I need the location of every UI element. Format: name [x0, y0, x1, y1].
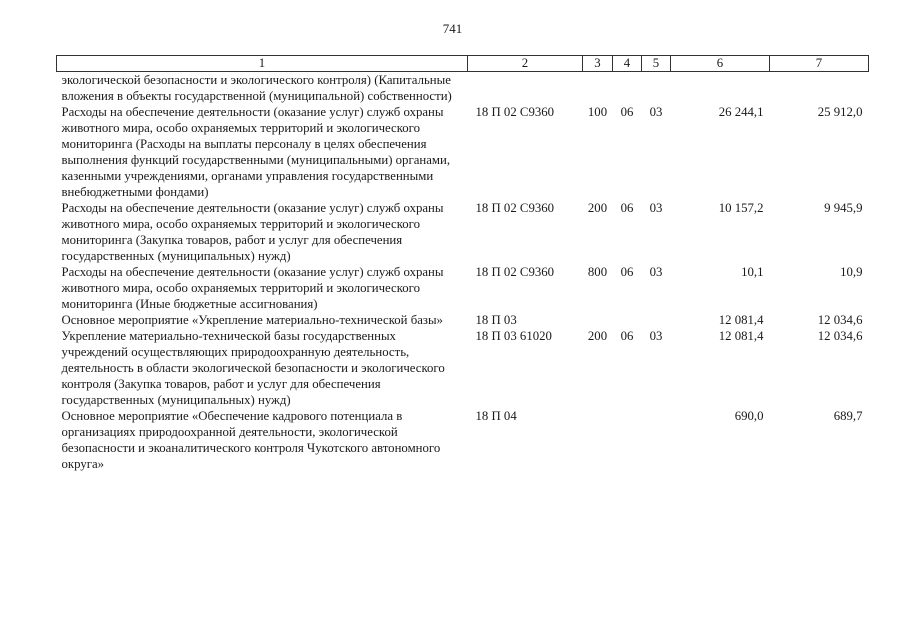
row-amount-2: 25 912,0 — [817, 105, 863, 119]
table-row — [57, 104, 869, 200]
table-row — [57, 328, 869, 408]
row-amount-2: 9 945,9 — [824, 201, 863, 215]
row-pr — [642, 408, 671, 472]
row-pr: 03 — [649, 201, 663, 215]
row-code: 18 П 02 С9360 — [475, 105, 555, 119]
row-pr — [642, 72, 671, 105]
row-amount-1: 10,1 — [741, 265, 764, 279]
row-rz — [613, 408, 642, 472]
row-name: экологической безопасности и экологического контроля) (Капитальные вложения в объекты государственной (муниципальной) собственности) — [61, 73, 452, 103]
row-amount-2: 12 034,6 — [817, 329, 863, 343]
page-number: 741 — [442, 21, 463, 36]
row-vr: 800 — [587, 265, 608, 279]
row-name: Основное мероприятие «Обеспечение кадрового потенциала в организациях природоохранной деятельности, экологической безопасности и экоаналитического контроля Чукотского автономного округа» — [61, 409, 441, 471]
row-vr — [583, 312, 613, 328]
table-row — [57, 408, 869, 472]
row-rz: 06 — [620, 105, 634, 119]
row-amount-2: 12 034,6 — [817, 313, 863, 327]
row-pr — [642, 312, 671, 328]
column-header-code: 2 — [468, 56, 583, 72]
row-pr: 03 — [649, 329, 663, 343]
row-pr: 03 — [649, 105, 663, 119]
row-amount-1: 12 081,4 — [718, 313, 764, 327]
row-vr — [583, 72, 613, 105]
row-name: Расходы на обеспечение деятельности (оказание услуг) служб охраны животного мира, особо охраняемых территорий и экологического мониторинга (Иные бюджетные ассигнования) — [61, 265, 444, 311]
row-rz — [613, 312, 642, 328]
row-amount-1: 10 157,2 — [718, 201, 764, 215]
column-header-vr: 3 — [583, 56, 613, 72]
row-amount-1 — [671, 72, 770, 105]
row-vr — [583, 408, 613, 472]
row-code: 18 П 03 61020 — [475, 329, 552, 343]
row-code: 18 П 04 — [475, 409, 517, 423]
row-name: Расходы на обеспечение деятельности (оказание услуг) служб охраны животного мира, особо охраняемых территорий и экологического мониторинга (Закупка товаров, работ и услуг для обеспечения государственных (муниципальных) нужд) — [61, 201, 444, 263]
row-amount-1: 12 081,4 — [718, 329, 764, 343]
budget-table — [56, 55, 869, 472]
row-rz: 06 — [620, 329, 634, 343]
row-code: 18 П 02 С9360 — [475, 201, 555, 215]
row-amount-1: 690,0 — [734, 409, 764, 423]
row-pr: 03 — [649, 265, 663, 279]
column-header-pr: 5 — [642, 56, 671, 72]
row-amount-2 — [770, 72, 869, 105]
table-row — [57, 72, 869, 105]
column-header-amount-1: 6 — [671, 56, 770, 72]
table-header — [57, 56, 869, 72]
row-vr: 100 — [587, 105, 608, 119]
row-name: Расходы на обеспечение деятельности (оказание услуг) служб охраны животного мира, особо охраняемых территорий и экологического мониторинга (Расходы на выплаты персоналу в целях обеспечения выполнения функций государственными (муниципальными) органами, казенными учреждениями, органами управления государственными внебюджетными фондами) — [61, 105, 451, 199]
row-amount-2: 10,9 — [840, 265, 863, 279]
row-amount-2: 689,7 — [833, 409, 863, 423]
table-row — [57, 200, 869, 264]
table-row — [57, 312, 869, 328]
row-name: Укрепление материально-технической базы государственных учреждений осуществляющих природоохранную деятельность, деятельность в области экологической безопасности и экологического контроля (Закупка товаров, работ и услуг для обеспечения государственных (муниципальных) нужд) — [61, 329, 445, 407]
column-header-rz: 4 — [613, 56, 642, 72]
row-vr: 200 — [587, 329, 608, 343]
row-rz: 06 — [620, 201, 634, 215]
column-header-name: 1 — [57, 56, 468, 72]
row-code — [468, 72, 583, 105]
row-name: Основное мероприятие «Укрепление материально-технической базы» — [61, 313, 443, 327]
column-header-amount-2: 7 — [770, 56, 869, 72]
row-rz: 06 — [620, 265, 634, 279]
row-code: 18 П 03 — [475, 313, 517, 327]
row-vr: 200 — [587, 201, 608, 215]
row-amount-1: 26 244,1 — [718, 105, 764, 119]
row-code: 18 П 02 С9360 — [475, 265, 555, 279]
table-body — [57, 72, 869, 473]
row-rz — [613, 72, 642, 105]
table-row — [57, 264, 869, 312]
